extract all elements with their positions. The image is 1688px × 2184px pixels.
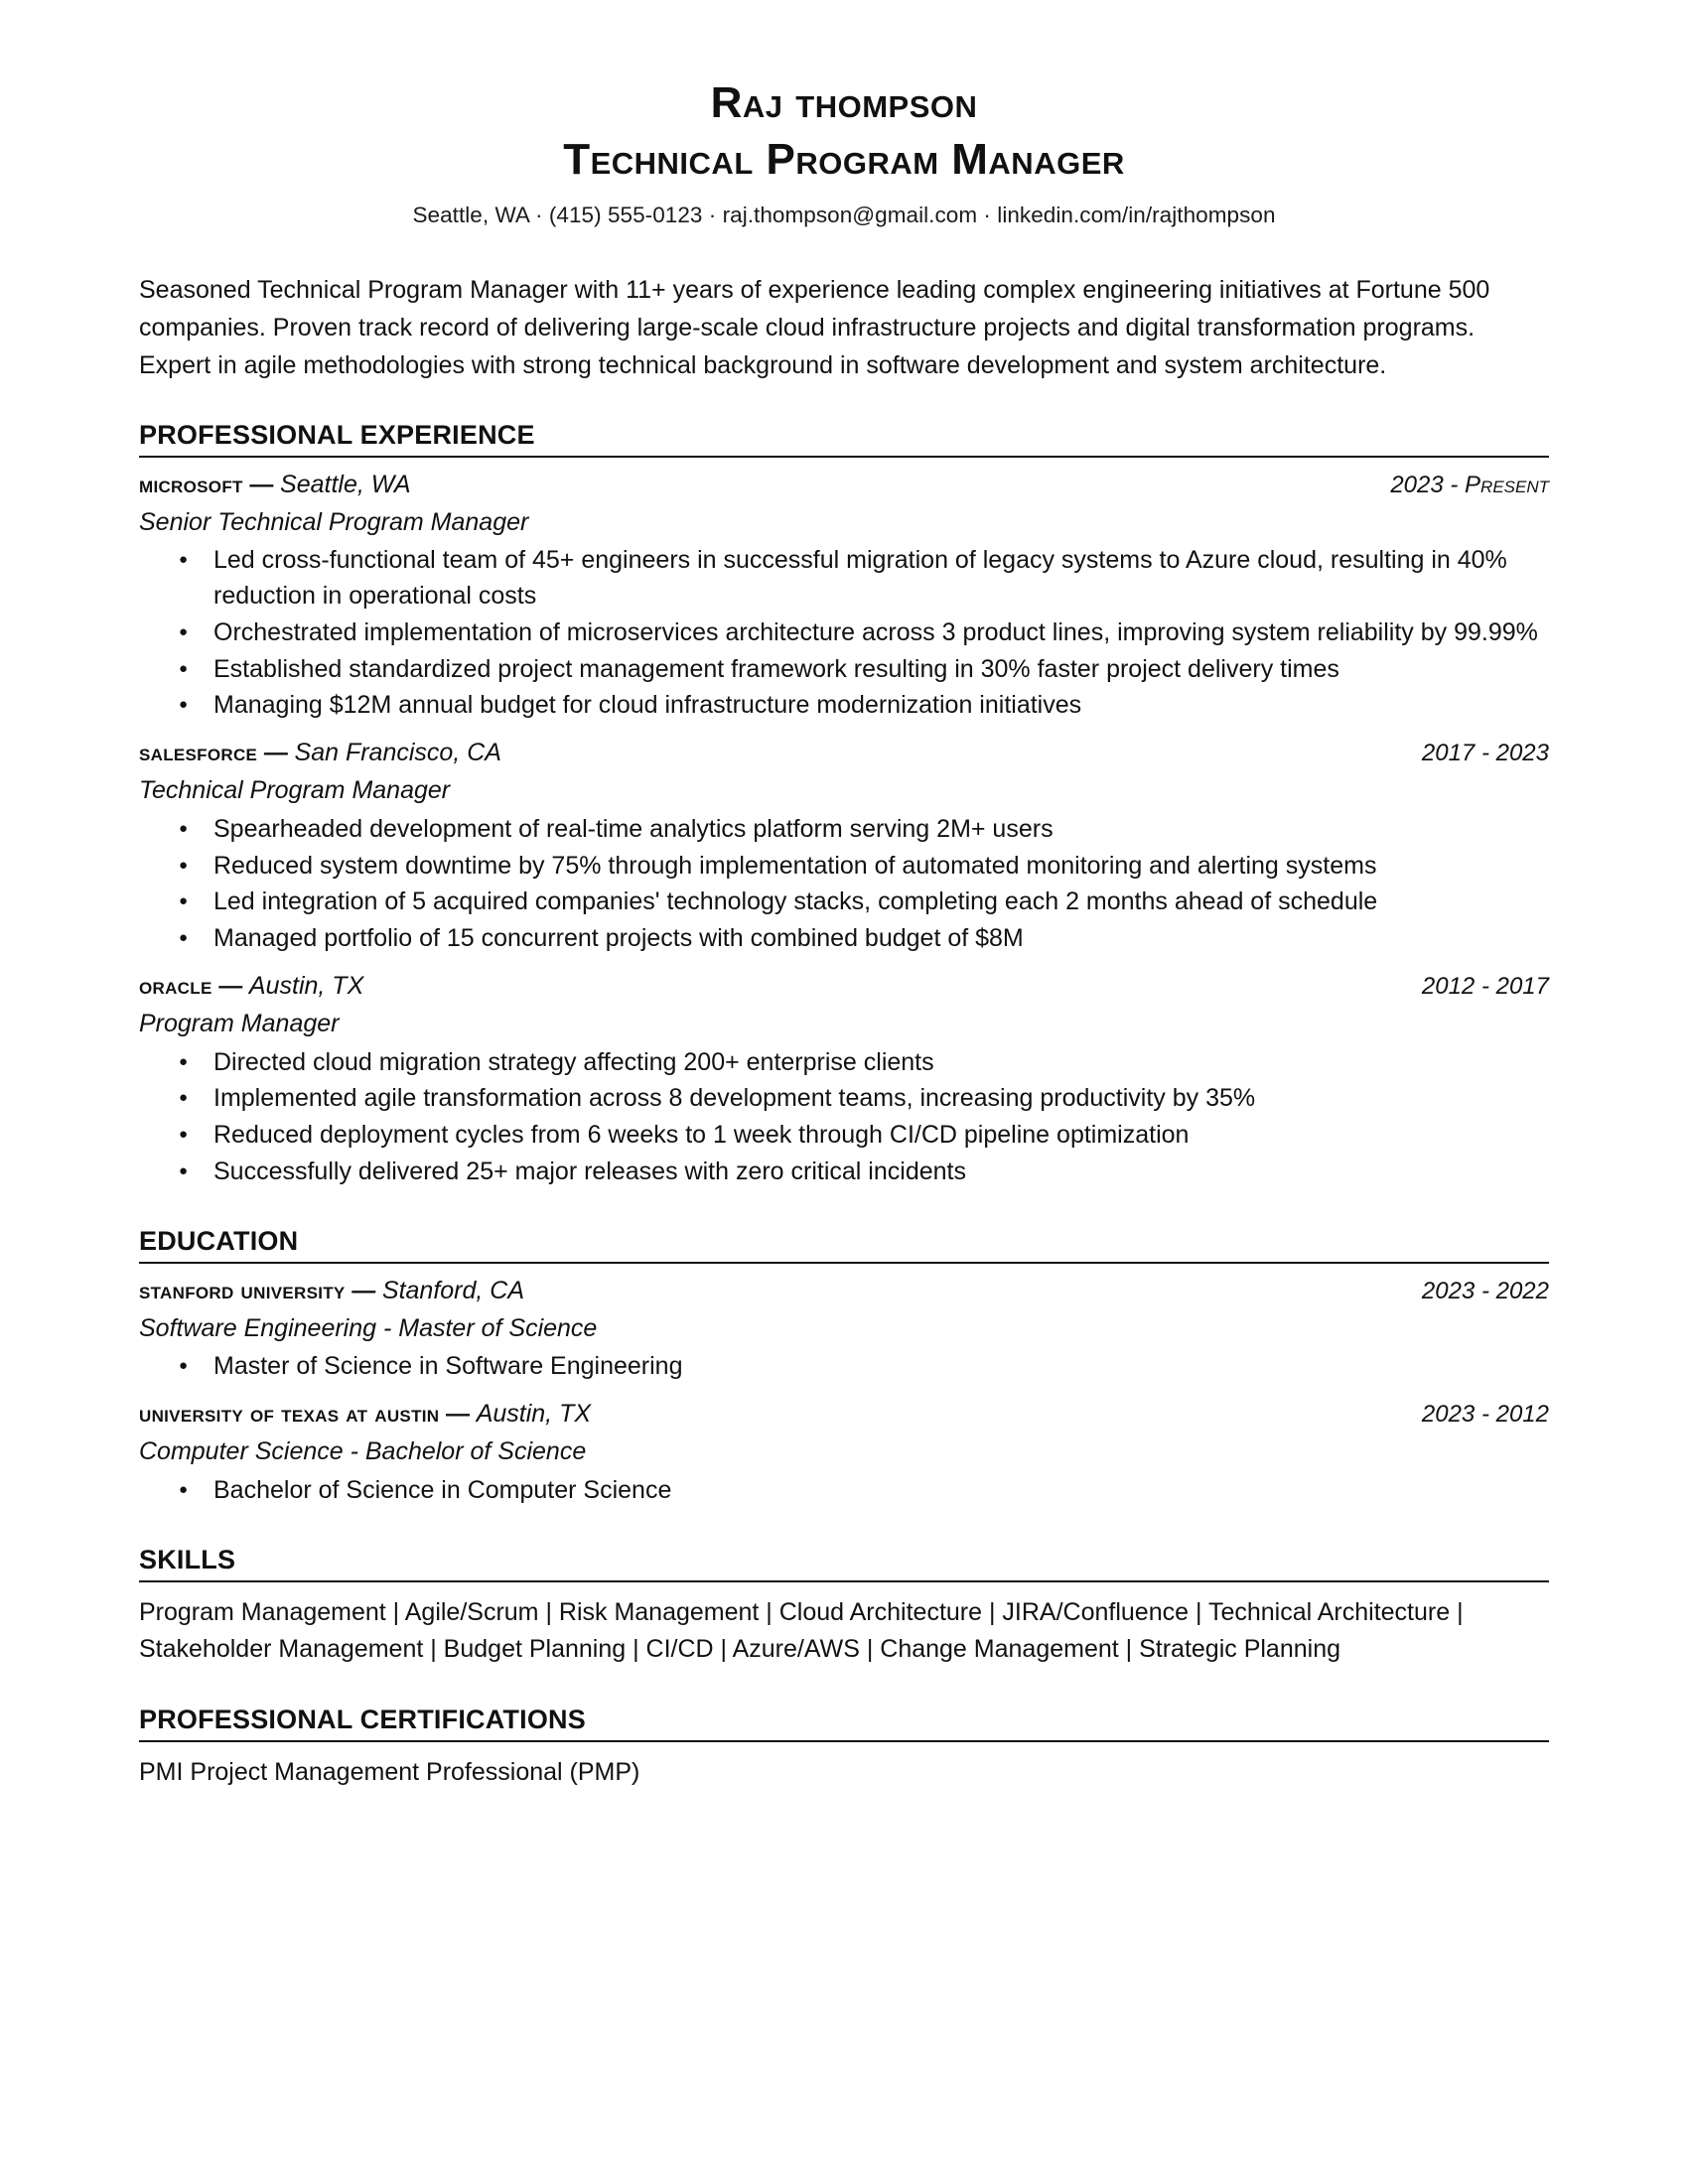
entry-location: Seattle, WA [280, 470, 411, 498]
entry-dates: 2023 - 2022 [1421, 1277, 1549, 1304]
contact-line: Seattle, WA · (415) 555-0123 · raj.thompson@gmail.com · linkedin.com/in/rajthompson [412, 202, 1276, 227]
section-education [139, 1226, 1549, 1509]
bullet-item: ● Directed cloud migration strategy affecting 200+ enterprise clients [139, 1045, 1549, 1081]
entry-location: Stanford, CA [381, 1276, 525, 1304]
section-divider [139, 1580, 1549, 1582]
organization-name: university of texas at austin [139, 1401, 440, 1429]
entry-header [139, 738, 1549, 768]
section-experience [139, 420, 1549, 1190]
resume-entry [139, 470, 1549, 725]
entry-location: Austin, TX [248, 971, 364, 1000]
bullet-item: ● Spearheaded development of real-time analytics platform serving 2M+ users [139, 812, 1549, 848]
entry-dates: 2012 - 2017 [1421, 972, 1549, 1000]
section-title-certifications: PROFESSIONAL CERTIFICATIONS [139, 1704, 586, 1734]
entry-header [139, 470, 1549, 500]
section-divider [139, 1740, 1549, 1742]
entry-role: Technical Program Manager [139, 776, 451, 805]
section-title-experience: PROFESSIONAL EXPERIENCE [139, 419, 535, 450]
entry-location: San Francisco, CA [294, 739, 501, 767]
organization-line [139, 971, 363, 1002]
entry-role: Computer Science - Bachelor of Science [139, 1437, 587, 1466]
entry-dates: 2023 - 2012 [1421, 1401, 1549, 1429]
section-divider [139, 456, 1549, 458]
certifications-text: PMI Project Management Professional (PMP) [139, 1757, 640, 1786]
entry-separator: — [352, 1277, 376, 1304]
section-divider [139, 1262, 1549, 1264]
entry-role: Senior Technical Program Manager [139, 507, 529, 536]
bullet-item: ● Orchestrated implementation of microservices architecture across 3 product lines, improving system reliability by 99.99% [139, 615, 1549, 651]
entry-separator: — [263, 740, 288, 767]
bullet-item: ● Master of Science in Software Engineering [139, 1349, 1549, 1385]
resume-entry [139, 738, 1549, 957]
candidate-name: Raj thompson [710, 78, 978, 127]
education-entry-list [139, 1276, 1549, 1509]
entry-header [139, 971, 1549, 1002]
resume-entry [139, 1276, 1549, 1386]
entry-location: Austin, TX [476, 1400, 592, 1429]
entry-separator: — [446, 1401, 471, 1429]
bullet-item: ● Successfully delivered 25+ major releases with zero critical incidents [139, 1155, 1549, 1190]
organization-name: oracle [139, 972, 212, 1000]
bullet-item: ● Bachelor of Science in Computer Science [139, 1473, 1549, 1509]
bullet-item: ● Led cross-functional team of 45+ engineers in successful migration of legacy systems to Azure cloud, resulting in 40% reduction in operational costs [139, 543, 1549, 614]
bullet-item: ● Reduced deployment cycles from 6 weeks to 1 week through CI/CD pipeline optimization [139, 1118, 1549, 1154]
skills-text: Program Management | Agile/Scrum | Risk Management | Cloud Architecture | JIRA/Confluence | Technical Architecture | Stakeholder Management | Budget Planning | CI/CD | Azure/AWS | Change Management | Strategic Planning [139, 1597, 1464, 1664]
section-skills [139, 1545, 1549, 1669]
organization-line [139, 1276, 524, 1306]
experience-entry-list [139, 470, 1549, 1190]
entry-dates: 2023 - Present [1390, 471, 1549, 498]
bullet-item: ● Implemented agile transformation across 8 development teams, increasing productivity by 35% [139, 1081, 1549, 1117]
organization-name: salesforce [139, 740, 258, 767]
candidate-title: Technical Program Manager [563, 134, 1125, 184]
organization-line [139, 738, 501, 768]
resume-header [139, 77, 1549, 228]
entry-bullet-list [139, 1045, 1549, 1190]
entry-role: Program Manager [139, 1010, 340, 1038]
entry-separator: — [218, 972, 243, 1000]
bullet-item: ● Managing $12M annual budget for cloud infrastructure modernization initiatives [139, 688, 1549, 724]
entry-bullet-list [139, 1473, 1549, 1509]
organization-name: stanford university [139, 1277, 346, 1304]
section-title-skills: SKILLS [139, 1544, 236, 1574]
professional-summary: Seasoned Technical Program Manager with 11+ years of experience leading complex engineering initiatives at Fortune 500 companies. Proven track record of delivering large-scale cloud infrastructure projects and digital transformation programs. Expert in agile methodologies with strong technical background in software development and system architecture. [139, 275, 1490, 379]
entry-header [139, 1399, 1549, 1430]
entry-bullet-list [139, 1349, 1549, 1385]
entry-bullet-list [139, 812, 1549, 957]
bullet-item: ● Led integration of 5 acquired companies' technology stacks, completing each 2 months ahead of schedule [139, 885, 1549, 920]
organization-name: microsoft [139, 471, 243, 498]
organization-line [139, 470, 411, 500]
entry-header [139, 1276, 1549, 1306]
entry-separator: — [249, 471, 274, 498]
section-certifications [139, 1705, 1549, 1792]
entry-bullet-list [139, 543, 1549, 724]
bullet-item: ● Managed portfolio of 15 concurrent projects with combined budget of $8M [139, 921, 1549, 957]
bullet-item: ● Established standardized project management framework resulting in 30% faster project delivery times [139, 652, 1549, 688]
resume-entry [139, 971, 1549, 1190]
entry-role: Software Engineering - Master of Science [139, 1313, 598, 1342]
organization-line [139, 1399, 591, 1430]
bullet-item: ● Reduced system downtime by 75% through implementation of automated monitoring and alerting systems [139, 849, 1549, 885]
section-title-education: EDUCATION [139, 1225, 299, 1256]
entry-dates: 2017 - 2023 [1421, 740, 1549, 767]
resume-entry [139, 1399, 1549, 1509]
